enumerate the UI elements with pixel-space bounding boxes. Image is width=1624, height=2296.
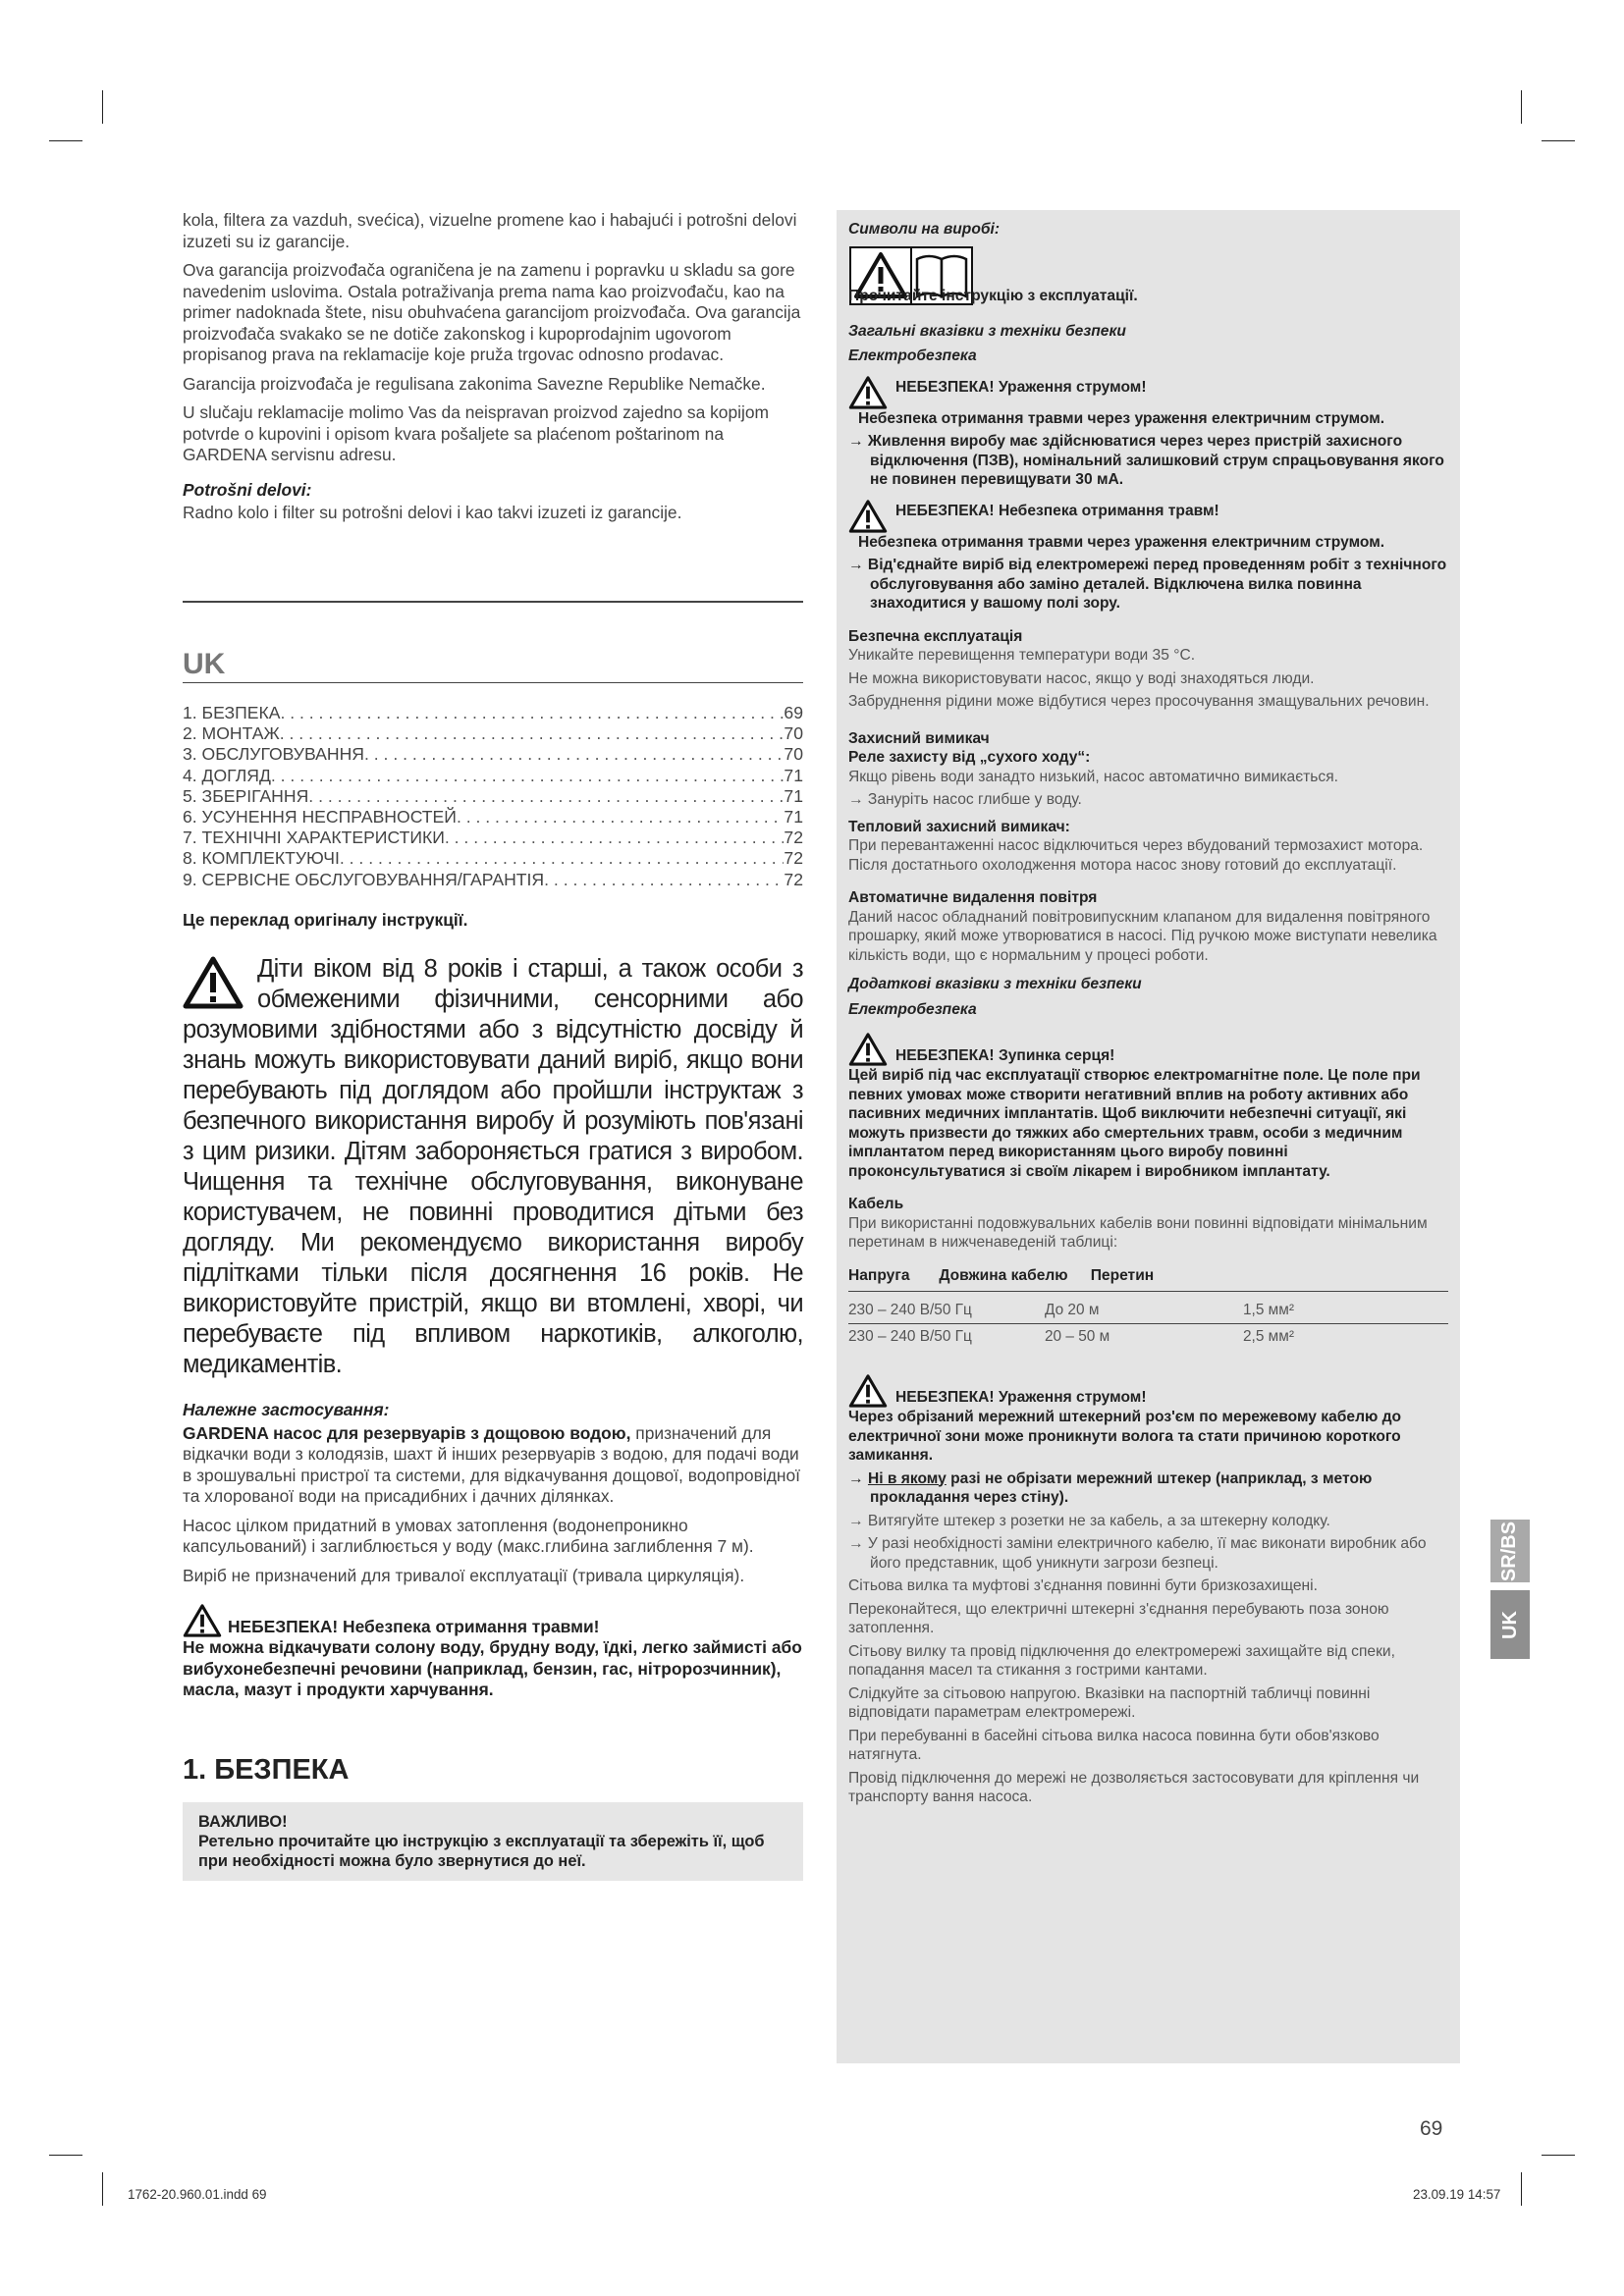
important-title: ВАЖЛИВО! [198,1813,288,1832]
warranty-text-1: kola, filtera za vazduh, svećica), vizuelne promene kao i habajući i potrošni delovi izuzeti su iz garancije. [183,210,797,251]
danger-injury-text-2: Небезпека отримання травми через ураження електричним струмом. [858,533,1385,551]
safe-op-people: Не можна використовувати насос, якщо у воді знаходяться люди. [848,669,1315,687]
crop-mark [102,2172,103,2206]
important-box [183,1802,803,1881]
toc-label: 8. КОМПЛЕКТУЮЧІ [183,848,340,869]
cable-table-header-section: Перетин [1090,1266,1155,1284]
toc-item[interactable] [183,828,803,848]
toc-label: 1. БЕЗПЕКА [183,703,281,722]
language-heading: UK [183,647,226,680]
warning-triangle-icon [848,1033,888,1066]
cable-text: При використанні подовжувальних кабелів вони повинні відповідати мінімальним перетинам в нижченаведеній таблиці: [848,1214,1428,1251]
intended-use-product: GARDENA насос для резервуарів з дощовою водою, [183,1422,631,1443]
toc-dots [457,807,784,828]
dry-run-text: Якщо рівень води занадто низький, насос автоматично вимикається. [848,768,1339,785]
danger-shock-block [848,376,1448,409]
disconnect-instruction: → Від'єднайте виріб від електромережі перед проведенням робіт з технічного обслуговування або заміно деталей. Відключена вилка повинна знаходитися у вашому полі зору. [848,557,1447,612]
intended-use-desc: призначений для відкачки води з колодязів, шахт й інших резервуарів з водою, для подачі води в зрошувальні пристрої та системи, для відкачування дощової, водопровідної та хлорованої води на присадибних і дачних ділянках. [183,1422,800,1507]
page-number: 69 [1420,2117,1443,2140]
warning-triangle-icon [183,1604,222,1637]
toc-dots [280,723,785,744]
warranty-text-4: U slučaju reklamacije molimo Vas da neispravan proizvod zajedno sa kopijom potvrde o kupovini i opisom kvara pošaljete sa plaćenom poštarinom na GARDENA servisnu adresu. [183,402,770,464]
note-voltage: Слідкуйте за сітьовою напругою. Вказівки на паспортній табличці повинні відповідати параметрам електромережі. [848,1684,1371,1721]
left-column [183,210,803,1881]
toc-page: 72 [784,848,803,869]
air-release-text: Даний насос обладнаний повітровипускним клапаном для видалення повітряного прошарку, який може утворюватися в насосі. Під ручкою може виступати невелика кількість води, що є нормальним у процесі роботи. [848,908,1437,964]
toc-dots [280,703,784,723]
crop-mark [1542,140,1575,141]
danger-heart-block [848,1033,1448,1066]
danger-shock-block-2 [848,1374,1448,1408]
crop-mark [1521,90,1522,124]
tab-sr-bs[interactable] [1490,1520,1530,1582]
cable-table-header [848,1266,1448,1293]
warning-triangle-icon [848,500,888,533]
consumables-text: Radno kolo i filter su potrošni delovi i kao takvi izuzeti iz garancije. [183,503,682,522]
toc-label: 2. МОНТАЖ [183,723,280,744]
safe-operation-title: Безпечна експлуатація [848,627,1023,645]
warning-triangle-icon [848,1374,888,1408]
emphasis-text: Ні в якому [867,1469,947,1487]
danger-shock-text: Небезпека отримання травми через ураження електричним струмом. [858,409,1385,427]
note-pool: При перебуванні в басейні сітьова вилка насоса повинна бути обов'язково натягнута. [848,1727,1380,1763]
toc-dots [340,848,785,869]
toc-label: 5. ЗБЕРІГАННЯ [183,785,309,806]
right-column [837,210,1460,2063]
toc-label: 9. СЕРВІСНЕ ОБСЛУГОВУВАННЯ/ГАРАНТІЯ [183,869,545,889]
toc-dots [364,744,784,765]
toc-item[interactable] [183,723,803,744]
plug-instruction [848,1469,1448,1508]
toc-page: 72 [784,869,803,889]
general-safety-title: Загальні вказівки з техніки безпеки [848,322,1126,340]
danger-injury-block [183,1604,803,1637]
toc-item[interactable] [183,766,803,786]
table-row [848,1298,1448,1323]
warning-triangle-icon [183,956,244,1009]
cable-table-header-length: Довжина кабелю [939,1266,1068,1284]
warranty-text-2: Ova garancija proizvođača ograničena je na zamenu i popravku u skladu sa gore navedenim uslovima. Ostala potraživanja prema nama kao proizvođaču, kao na primer nadoknada štete, nisu obuhvaćena garancijom proizvođača. Ova garancija proizvođača svakako se ne dotiče zakonskog i kupoprodajnim ugovorom propisanog prava na reklamacije koje pruža trgovac odnosno prodavac. [183,260,801,364]
dry-run-arrow: → Зануріть насос глибше у воду. [848,791,1082,808]
plug-instruction-rest: разі не обрізати мережний штекер (наприклад, з метою прокладання через стіну). [870,1469,1373,1506]
note-flood-zone: Переконайтеся, що електричні штекерні з'єднання перебувають поза зоною затоплення. [848,1600,1389,1636]
toc-page: 69 [784,703,803,722]
read-manual-text: Прочитайте інструкцію з експлуатації. [848,288,1138,304]
toc-label: 3. ОБСЛУГОВУВАННЯ [183,744,364,765]
note-heat: Сітьову вилку та провід підключення до електромережі захищайте від спеки, попадання масел та стикання з гострими кантами. [848,1642,1395,1679]
replace-cable-instruction: → У разі необхідності заміни електричного кабелю, її має виконати виробник або його представник, щоб уникнути загрози безпеці. [848,1535,1427,1572]
air-release-title: Автоматичне видалення повітря [848,889,1098,906]
children-warning-text: Діти віком від 8 років і старші, а також особи з обмеженими фізичними, сенсорними або розумовими здібностями або з відсутністю досвіду й знань можуть використовувати даний виріб, якщо вони перебувають під доглядом або пройшли інструктаж з безпечного використання виробу й розуміють пов'язані з цим ризики. Дітям забороняється гратися з виробом. Чищення та технічне обслуговування, виконуване користувачем, не повинні проводитися дітьми без догляду. Ми рекомендуємо використання виробу підлітками тільки після досягнення 16 років. Не використовуйте пристрій, якщо ви втомлені, хворі, чи перебуваєте під впливом наркотиків, алкоголю, медикаментів. [183,955,803,1379]
symbols-title: Символи на виробі: [848,221,1001,238]
arrow-prefix: → [848,1469,868,1487]
toc-page: 70 [784,723,803,744]
crop-mark [49,140,82,141]
cable-title: Кабель [848,1196,904,1212]
toc-item[interactable] [183,744,803,765]
toc-dots [271,766,785,786]
toc-label: 7. ТЕХНІЧНІ ХАРАКТЕРИСТИКИ [183,828,445,848]
toc-dots [308,786,784,807]
table-of-contents [183,703,803,890]
safety-heading: 1. БЕЗПЕКА [183,1753,350,1786]
flood-text: Насос цілком придатний в умовах затоплення (водонепроникно капсульований) і заглиблюється у воду (макс.глибина заглиблення 7 м). [183,1515,754,1557]
electrical-safety-title: Електробезпека [848,347,977,364]
toc-page: 71 [784,785,803,806]
dry-run-title: Реле захисту від „сухого ходу“: [848,749,1091,766]
toc-dots [445,828,785,848]
additional-safety-title: Додаткові вказівки з техніки безпеки [848,976,1142,992]
intended-use-text [183,1423,803,1508]
toc-item[interactable] [183,848,803,869]
danger-shock-title: НЕБЕЗПЕКА! Ураження струмом! [895,378,1147,396]
cable-table-header-voltage: Напруга [848,1266,910,1284]
table-cell: 20 – 50 м [1045,1327,1110,1345]
note-splash: Сітьова вилка та муфтові з'єднання повинні бути бризкозахищені. [848,1577,1318,1594]
not-intended-text: Виріб не призначений для тривалої експлуатації (тривала циркуляція). [183,1565,745,1585]
danger-heart-text: Цей виріб під час експлуатації створює електромагнітне поле. Це поле при певних умовах може створити негативний вплив на роботу активних або пасивних медичних імплантатів. Щоб виключити небезпечні ситуації, які можуть призвести до тяжких або смертельних травм, особи з медичним імплантатом перед використанням цього виробу повинні проконсультуватися зі своїм лікарем і виробником імплантату. [848,1067,1421,1180]
cable-table [848,1298,1448,1349]
danger-heart-title: НЕБЕЗПЕКА! Зупинка серця! [895,1047,1115,1064]
crop-mark [1521,2172,1522,2206]
intended-use-title: Належне застосування: [183,1400,390,1420]
toc-item[interactable] [183,870,803,890]
footer-file: 1762-20.960.01.indd 69 [128,2187,267,2202]
danger-injury-text: Не можна відкачувати солону воду, брудну воду, їдкі, легко займисті або вибухонебезпечні речовини (наприклад, бензин, гас, нітророзчинник), масла, мазут і продукти харчування. [183,1637,802,1700]
tab-uk-label: UK [1498,1610,1521,1639]
warning-triangle-icon [848,376,888,409]
danger-injury-title: НЕБЕЗПЕКА! Небезпека отримання травми! [228,1616,600,1636]
crop-mark [49,2155,82,2156]
table-row [848,1323,1448,1349]
translation-note: Це переклад оригіналу інструкції. [183,909,468,930]
danger-shock-text-2: Через обрізаний мережний штекерний роз'єм по мережевому кабелю до електричної зони може проникнути волога та стати причиною короткого замикання. [848,1409,1402,1464]
tab-sr-bs-label: SR/BS [1498,1521,1521,1581]
table-cell: 230 – 240 В/50 Гц [848,1298,1045,1323]
toc-item[interactable] [183,786,803,807]
toc-page: 70 [784,744,803,765]
protection-switch-title: Захисний вимикач [848,729,990,747]
danger-injury-title-2: НЕБЕЗПЕКА! Небезпека отримання травм! [895,502,1219,519]
note-transport: Провід підключення до мережі не дозволяється застосовувати для кріплення чи транспорту вання насоса. [848,1769,1420,1805]
toc-item[interactable] [183,703,803,723]
table-cell: 1,5 мм² [1243,1298,1448,1323]
crop-mark [1542,2155,1575,2156]
danger-injury-block-2 [848,500,1448,533]
pull-plug-instruction: → Витягуйте штекер з розетки не за кабель, а за штекерну колодку. [848,1512,1330,1529]
table-cell: 230 – 240 В/50 Гц [848,1327,972,1345]
toc-page: 71 [784,807,803,828]
children-warning [183,954,803,1380]
toc-label: 4. ДОГЛЯД [183,765,271,785]
toc-label: 6. УСУНЕННЯ НЕСПРАВНОСТЕЙ [183,807,457,828]
important-text: Ретельно прочитайте цю інструкцію з експлуатації та збережіть її, щоб при необхідності можна було звернутися до неї. [198,1833,765,1871]
table-cell: До 20 м [1045,1298,1243,1323]
danger-shock-title-2: НЕБЕЗПЕКА! Ураження струмом! [895,1389,1147,1406]
toc-item[interactable] [183,807,803,828]
warranty-text-3: Garancija proizvođača je regulisana zakonima Savezne Republike Nemačke. [183,373,766,394]
toc-page: 71 [784,765,803,785]
toc-page: 72 [784,828,803,848]
table-cell: 2,5 мм² [1243,1327,1294,1345]
safe-op-temp: Уникайте перевищення температури води 35 °C. [848,647,1196,664]
tab-uk[interactable] [1490,1590,1530,1659]
section-divider [183,601,803,603]
electrical-safety-title-2: Електробезпека [848,1000,977,1018]
symbols-row [848,245,1448,306]
thermal-text: При перевантаженні насос відключиться через вбудований термозахист мотора. Після достатнього охолодження мотора насос знову готовий до експлуатації. [848,837,1424,874]
toc-dots [544,870,784,890]
consumables-title: Potrošni delovi: [183,479,312,500]
footer-date: 23.09.19 14:57 [1413,2187,1501,2202]
crop-mark [102,90,103,124]
language-divider [183,682,803,683]
safe-op-contamination: Забруднення рідини може відбутися через просочування змащувальних речовин. [848,693,1430,710]
rcd-instruction: → Живлення виробу має здійснюватися через через пристрій захисного відключення (ПЗВ), номінальний залишковий струм спрацьовування якого не повинен перевищувати 30 мА. [848,433,1444,488]
thermal-title: Тепловий захисний вимикач: [848,818,1070,835]
